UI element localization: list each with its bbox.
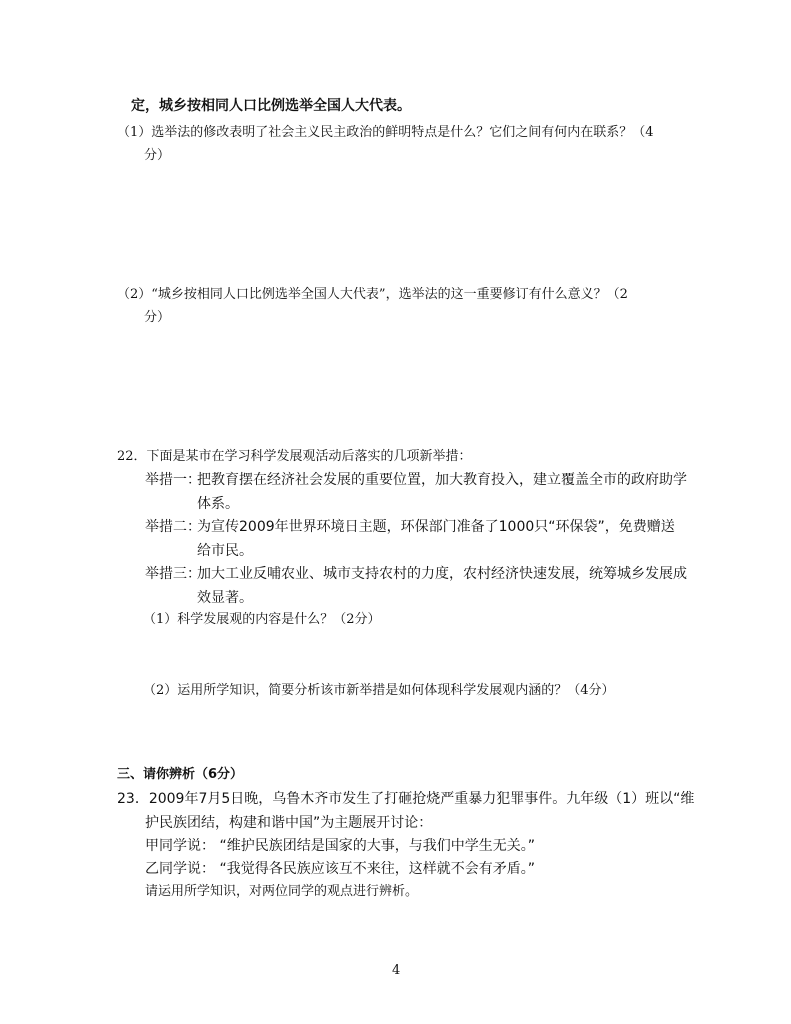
q22-stem: 22．下面是某市在学习科学发展观活动后落实的几项新举措： bbox=[117, 449, 472, 464]
q23-instruction: 请运用所学知识，对两位同学的观点进行辨析。 bbox=[145, 884, 419, 899]
q22-measure-1-line1: 把教育摆在经济社会发展的重要位置，加大教育投入，建立覆盖全市的政府助学 bbox=[197, 472, 687, 488]
q23-student-b: 乙同学说： “我觉得各民族应该互不来往，这样就不会有矛盾。” bbox=[145, 861, 535, 877]
q21-intro-tail: 定，城乡按相同人口比例选举全国人大代表。 bbox=[131, 98, 411, 114]
q22-measure-3-line2: 效显著。 bbox=[197, 590, 253, 606]
q22-measure-3-label: 举措三： bbox=[145, 566, 201, 582]
q23-line1: 23．2009年7月5日晚，乌鲁木齐市发生了打砸抢烧严重暴力犯罪事件。九年级（1）班以“维 bbox=[117, 791, 695, 807]
section3-heading: 三、请你辨析（6分） bbox=[117, 767, 244, 782]
q22-measure-2-line1: 为宣传2009年世界环境日主题，环保部门准备了1000只“环保袋”，免费赠送 bbox=[197, 519, 675, 535]
q23-line2: 护民族团结，构建和谐中国”为主题展开讨论： bbox=[145, 815, 433, 831]
q21-sub1-line2: 分） bbox=[144, 148, 171, 163]
q21-sub1-line1: （1）选举法的修改表明了社会主义民主政治的鲜明特点是什么？它们之间有何内在联系？（4 bbox=[117, 125, 654, 140]
q21-sub2-line1: （2）“城乡按相同人口比例选举全国人大代表”，选举法的这一重要修订有什么意义？（2 bbox=[117, 287, 628, 302]
q22-sub2: （2）运用所学知识，简要分析该市新举措是如何体现科学发展观内涵的？（4分） bbox=[143, 683, 615, 698]
q21-sub2-line2: 分） bbox=[144, 310, 171, 325]
q22-measure-2-line2: 给市民。 bbox=[197, 543, 253, 559]
q22-measure-1-label: 举措一： bbox=[145, 472, 201, 488]
q22-sub1: （1）科学发展观的内容是什么？（2分） bbox=[143, 612, 381, 627]
q22-measure-2-label: 举措二： bbox=[145, 519, 201, 535]
q23-student-a: 甲同学说： “维护民族团结是国家的大事，与我们中学生无关。” bbox=[145, 838, 535, 854]
q22-measure-3-line1: 加大工业反哺农业、城市支持农村的力度，农村经济快速发展，统筹城乡发展成 bbox=[197, 566, 687, 582]
q22-measure-1-line2: 体系。 bbox=[197, 496, 239, 512]
page-number: 4 bbox=[392, 963, 401, 978]
